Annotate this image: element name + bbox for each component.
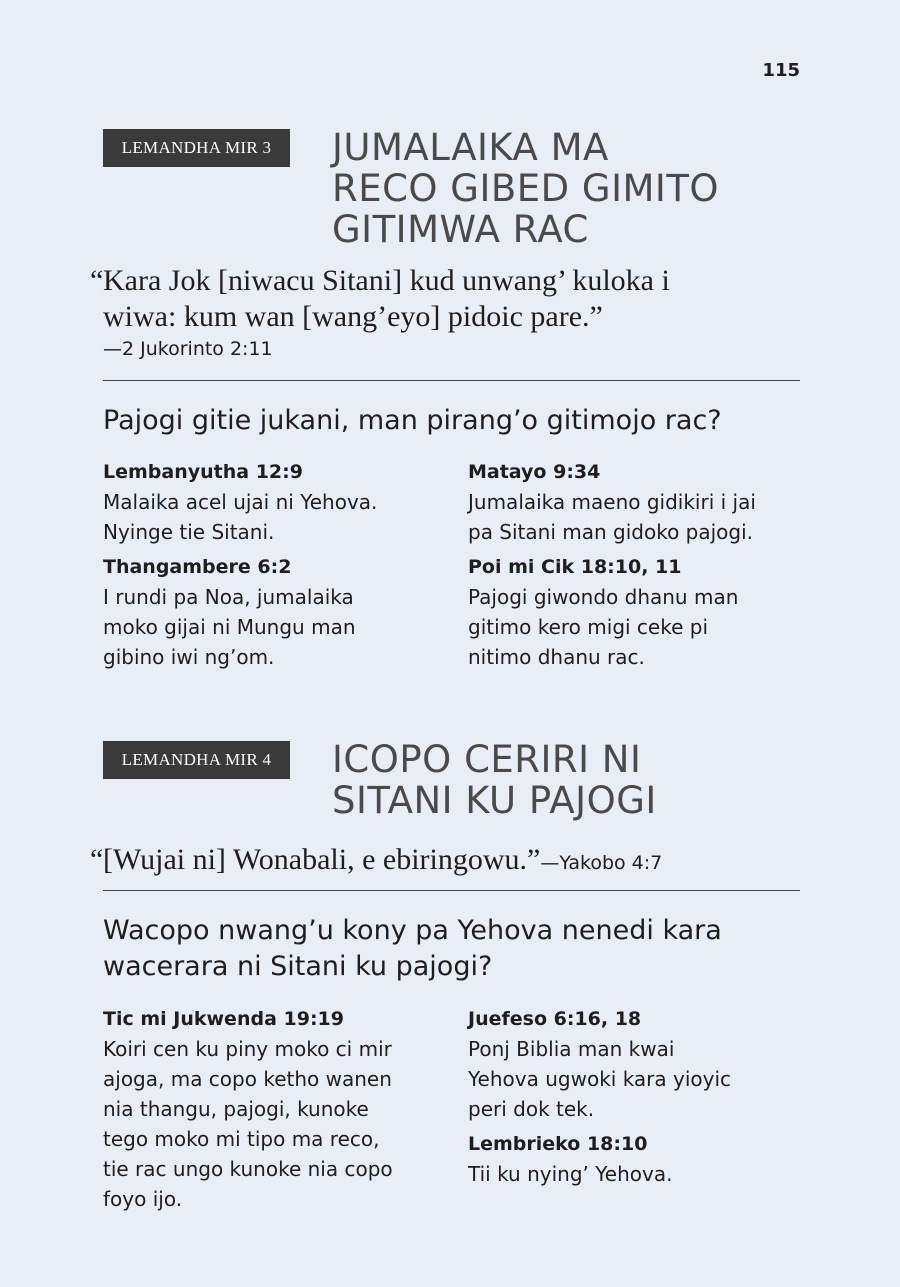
- lesson-3-question: Pajogi gitie jukani, man pirang’o gitimojo rac?: [103, 405, 722, 436]
- quote-line: [Wujai ni] Wonabali, e ebiringowu.”: [103, 843, 541, 876]
- scripture-ref: Tic mi Jukwenda 19:19: [103, 1008, 344, 1030]
- ref-line: foyo ijo.: [103, 1187, 183, 1211]
- quote-mark: “: [90, 264, 104, 297]
- ref-line: tego moko mi tipo ma reco,: [103, 1127, 380, 1151]
- quote-line: wiwa: kum wan [wang’eyo] pidoic pare.”: [103, 300, 603, 333]
- divider: [103, 890, 800, 891]
- scripture-ref: Poi mi Cik 18:10, 11: [468, 556, 682, 578]
- lesson-3-title-line: GITIMWA RAC: [332, 208, 589, 251]
- ref-summary: [103, 1034, 423, 1214]
- lesson-4-title-line: ICOPO CERIRI NI: [332, 738, 642, 781]
- ref-summary: [468, 1159, 808, 1189]
- lesson-4-refs-left: [103, 1004, 423, 1219]
- ref-summary: [468, 487, 808, 547]
- ref-line: I rundi pa Noa, jumalaika: [103, 585, 354, 609]
- lesson-4-title: [332, 739, 657, 821]
- question-line: wacerara ni Sitani ku pajogi?: [103, 951, 493, 982]
- ref-line: peri dok tek.: [468, 1097, 595, 1121]
- ref-line: pa Sitani man gidoko pajogi.: [468, 520, 754, 544]
- ref-line: Malaika acel ujai ni Yehova.: [103, 490, 378, 514]
- ref-line: Yehova ugwoki kara yioyic: [468, 1067, 732, 1091]
- lesson-3-title: [332, 127, 719, 250]
- ref-line: gitimo kero migi ceke pi: [468, 615, 709, 639]
- ref-line: nitimo dhanu rac.: [468, 645, 645, 669]
- scripture-ref: Lembanyutha 12:9: [103, 461, 303, 483]
- ref-line: nia thangu, pajogi, kunoke: [103, 1097, 369, 1121]
- ref-summary: [103, 582, 423, 672]
- ref-line: Tii ku nying’ Yehova.: [468, 1162, 673, 1186]
- lesson-4-citation: —Yakobo 4:7: [540, 852, 663, 874]
- ref-summary: [103, 487, 423, 547]
- scripture-ref: Juefeso 6:16, 18: [468, 1008, 642, 1030]
- scripture-ref: Thangambere 6:2: [103, 556, 292, 578]
- lesson-3-title-line: JUMALAIKA MA: [332, 126, 609, 169]
- ref-line: Pajogi giwondo dhanu man: [468, 585, 739, 609]
- page-number: 115: [762, 60, 800, 81]
- scripture-ref: Matayo 9:34: [468, 461, 601, 483]
- lesson-4-title-line: SITANI KU PAJOGI: [332, 779, 657, 822]
- lesson-3-tag: LEMANDHA MIR 3: [103, 129, 290, 167]
- lesson-3-title-line: RECO GIBED GIMITO: [332, 167, 720, 210]
- ref-summary: [468, 582, 808, 672]
- lesson-4-refs-right: [468, 1004, 808, 1194]
- lesson-4-question: [103, 913, 803, 985]
- ref-line: Koiri cen ku piny moko ci mir: [103, 1037, 392, 1061]
- ref-line: gibino iwi ng’om.: [103, 645, 275, 669]
- quote-mark: “: [90, 843, 104, 876]
- lesson-4-quote: [90, 842, 810, 881]
- ref-line: ajoga, ma copo ketho wanen: [103, 1067, 392, 1091]
- lesson-3-refs-right: [468, 457, 808, 677]
- ref-line: moko gijai ni Mungu man: [103, 615, 356, 639]
- lesson-3-refs-left: [103, 457, 423, 677]
- divider: [103, 380, 800, 381]
- lesson-4-tag: LEMANDHA MIR 4: [103, 741, 290, 779]
- ref-line: Ponj Biblia man kwai: [468, 1037, 675, 1061]
- quote-line: Kara Jok [niwacu Sitani] kud unwang’ kuloka i: [103, 264, 670, 297]
- ref-summary: [468, 1034, 808, 1124]
- ref-line: Jumalaika maeno gidikiri i jai: [468, 490, 756, 514]
- question-line: Wacopo nwang’u kony pa Yehova nenedi kara: [103, 915, 722, 946]
- lesson-3-quote: [90, 263, 810, 335]
- ref-line: tie rac ungo kunoke nia copo: [103, 1157, 393, 1181]
- scripture-ref: Lembrieko 18:10: [468, 1133, 648, 1155]
- ref-line: Nyinge tie Sitani.: [103, 520, 275, 544]
- lesson-3-citation: —2 Jukorinto 2:11: [103, 338, 273, 360]
